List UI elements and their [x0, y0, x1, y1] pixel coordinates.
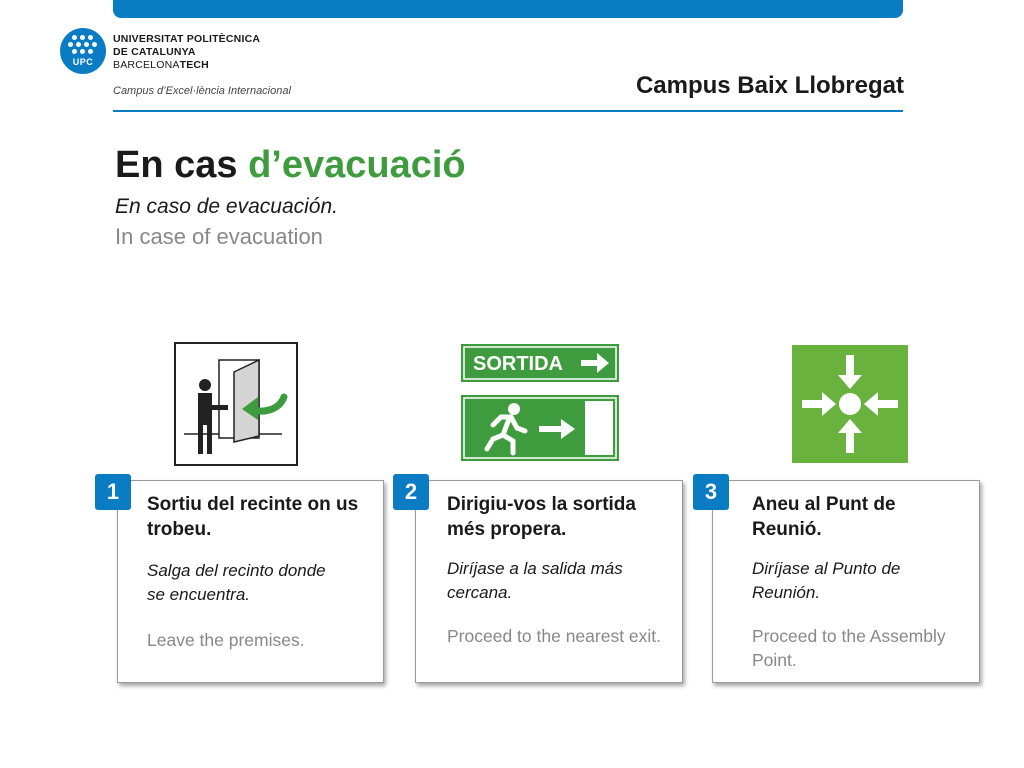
logo-dot — [80, 35, 85, 40]
logo-dot — [88, 49, 93, 54]
university-name-line2: DE CATALUNYA — [113, 46, 196, 58]
logo-dot — [84, 42, 89, 47]
header-divider — [113, 110, 903, 112]
step-3-catalan: Aneu al Punt de Reunió. — [752, 494, 896, 540]
step-number-badge: 2 — [393, 474, 429, 510]
title-part2: d’evacuació — [248, 144, 466, 186]
university-name-line1: UNIVERSITAT POLITÈCNICA — [113, 33, 261, 45]
sortida-sign — [461, 344, 619, 382]
logo-dot — [88, 35, 93, 40]
step-1-english: Leave the premises. — [147, 630, 305, 650]
subtitle-english: In case of evacuation — [115, 224, 323, 249]
university-name-line3 — [113, 59, 209, 71]
title-part1: En cas — [115, 144, 249, 186]
step-2-catalan: Dirigiu-vos la sortida més propera. — [447, 494, 636, 540]
tech-text: TECH — [179, 59, 209, 71]
logo-dot — [76, 42, 81, 47]
logo-dot — [72, 35, 77, 40]
assembly-point-icon — [792, 345, 908, 463]
logo-text: UPC — [72, 57, 94, 67]
top-accent-bar — [113, 0, 903, 18]
upc-logo — [60, 28, 106, 74]
step-3-spanish: Diríjase al Punto de Reunión. — [752, 559, 901, 602]
step-2-spanish: Diríjase a la salida más cercana. — [447, 559, 623, 602]
logo-dot — [72, 49, 77, 54]
sortida-label: SORTIDA — [473, 353, 563, 375]
step-number-badge: 1 — [95, 474, 131, 510]
logo-dot — [68, 42, 73, 47]
step-number-badge: 3 — [693, 474, 729, 510]
step-2-english: Proceed to the nearest exit. — [447, 626, 662, 646]
barcelona-text: BARCELONA — [113, 59, 180, 71]
step-1-catalan: Sortiu del recinte on us trobeu. — [147, 494, 359, 540]
exit-running-man-icon — [461, 395, 619, 461]
page-title — [115, 144, 466, 187]
step-1-spanish: Salga del recinto donde se encuentra. — [147, 561, 326, 604]
leave-premises-icon — [174, 342, 298, 466]
campus-tagline: Campus d’Excel·lència Internacional — [113, 85, 291, 97]
campus-name: Campus Baix Llobregat — [635, 72, 904, 99]
subtitle-spanish: En caso de evacuación. — [115, 195, 338, 218]
logo-dot — [80, 49, 85, 54]
step-3-english: Proceed to the Assembly Point. — [752, 626, 946, 670]
logo-dot — [92, 42, 97, 47]
